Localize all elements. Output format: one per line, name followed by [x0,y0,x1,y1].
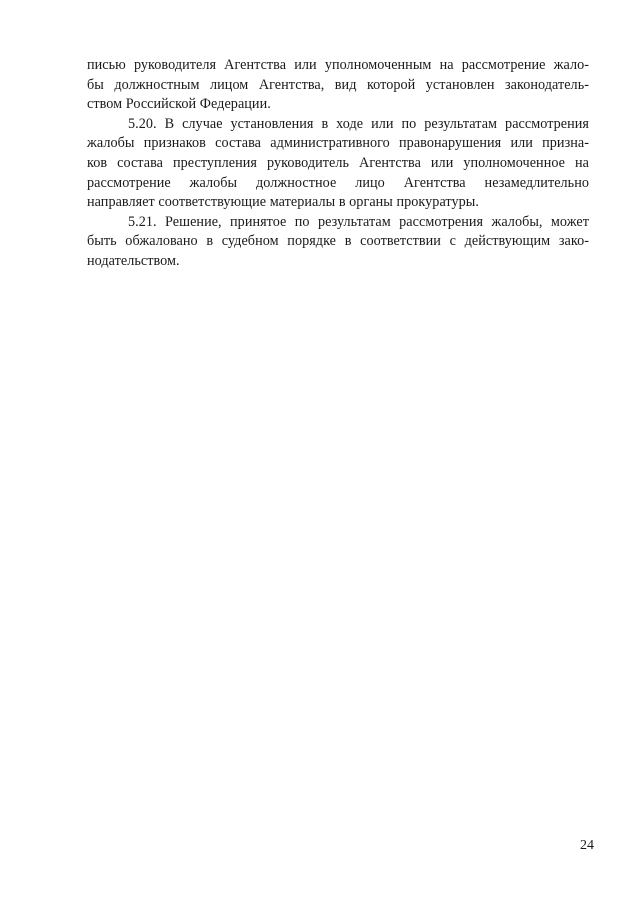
paragraph-2-line-1: 5.20. В случае установления в ходе или по результатам рассмотрения [128,115,589,132]
paragraph-2-line-3: ков состава преступления руководитель Агентства или уполномоченное на [87,154,589,171]
paragraph-3-line-3: нодательством. [87,252,180,269]
paragraph-1-line-2: бы должностным лицом Агентства, вид которой установлен законодатель- [87,76,589,93]
paragraph-1-line-3: ством Российской Федерации. [87,96,271,113]
paragraph-2-line-2: жалобы признаков состава административного правонарушения или призна- [87,135,589,152]
paragraph-2-line-4: рассмотрение жалобы должностное лицо Агентства незамедлительно [87,174,589,191]
paragraph-3-line-2: быть обжаловано в судебном порядке в соответствии с действующим зако- [87,233,589,250]
paragraph-2-line-5: направляет соответствующие материалы в органы прокуратуры. [87,194,479,211]
paragraph-1-line-1: писью руководителя Агентства или уполномоченным на рассмотрение жало- [87,57,589,73]
page-number: 24 [580,838,594,853]
document-body [87,56,589,272]
paragraph-3-line-1: 5.21. Решение, принятое по результатам рассмотрения жалобы, может [128,213,589,230]
